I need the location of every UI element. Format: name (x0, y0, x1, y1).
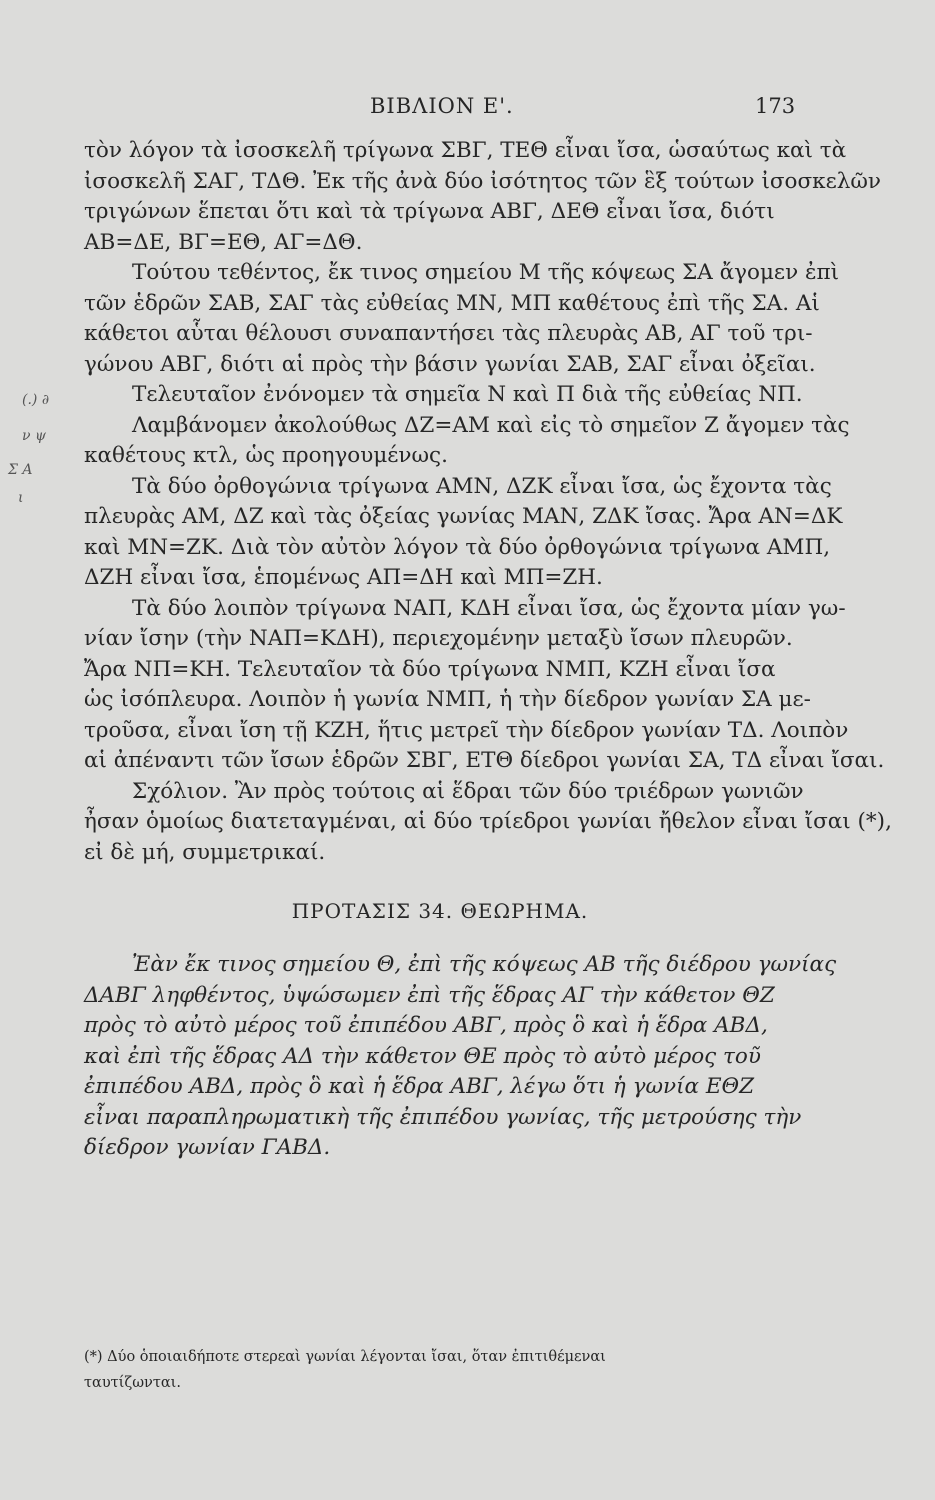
page-number: 173 (755, 94, 796, 118)
page-header (0, 94, 935, 124)
text-line: Τελευταῖον ἐνόνομεν τὰ σημεῖα Ν καὶ Π διὰ τῆς εὐθείας ΝΠ. (132, 382, 803, 407)
text-line: γώνου ΑΒΓ, διότι αἱ πρὸς τὴν βάσιν γωνίαι ΣΑΒ, ΣΑΓ εἶναι ὀξεῖαι. (84, 351, 816, 377)
text-line: τροῦσα, εἶναι ἴση τῇ ΚΖΗ, ἥτις μετρεῖ τὴν δίεδρον γωνίαν ΤΔ. Λοιπὸν (84, 717, 849, 743)
text-line: Λαμβάνομεν ἀκολούθως ΔΖ=ΑΜ καὶ εἰς τὸ σημεῖον Ζ ἄγομεν τὰς (132, 412, 850, 438)
theorem-line: εἶναι παραπληρωματικὴ τῆς ἐπιπέδου γωνίας, τῆς μετρούσης τὴν (84, 1104, 802, 1130)
theorem-line: καὶ ἐπὶ τῆς ἕδρας ΑΔ τὴν κάθετον ΘΕ πρὸς τὸ αὐτὸ μέρος τοῦ (84, 1043, 761, 1069)
text-line: αἱ ἀπέναντι τῶν ἴσων ἑδρῶν ΣΒΓ, ΕΤΘ δίεδροι γωνίαι ΣΑ, ΤΔ εἶναι ἴσαι. (84, 748, 885, 773)
theorem-line: ΔΑΒΓ ληφθέντος, ὑψώσωμεν ἐπὶ τῆς ἕδρας ΑΓ τὴν κάθετον ΘΖ (84, 982, 775, 1008)
text-line: τῶν ἑδρῶν ΣΑΒ, ΣΑΓ τὰς εὐθείας ΜΝ, ΜΠ καθέτους ἐπὶ τῆς ΣΑ. Αἱ (84, 290, 820, 316)
theorem-line: πρὸς τὸ αὐτὸ μέρος τοῦ ἐπιπέδου ΑΒΓ, πρὸς ὃ καὶ ἡ ἕδρα ΑΒΔ, (84, 1013, 768, 1038)
handwritten-margin-mark: (.) ∂ (22, 392, 50, 408)
footnote (84, 1344, 814, 1396)
text-line: Τούτου τεθέντος, ἔκ τινος σημείου Μ τῆς κόψεως ΣΑ ἄγομεν ἐπὶ (132, 260, 840, 285)
handwritten-margin-mark: Σ Α (8, 462, 33, 478)
proposition-title: ΠΡΟΤΑΣΙΣ 34. ΘΕΩΡΗΜΑ. (291, 899, 589, 923)
handwritten-margin-mark: ι (18, 490, 24, 506)
text-line: ΑΒ=ΔΕ, ΒΓ=ΕΘ, ΑΓ=ΔΘ. (84, 229, 363, 255)
text-line: Σχόλιον. Ἂν πρὸς τούτοις αἱ ἕδραι τῶν δύο τριέδρων γωνιῶν (132, 778, 804, 804)
text-line: Τὰ δύο ὀρθογώνια τρίγωνα ΑΜΝ, ΔΖΚ εἶναι ἴσα, ὡς ἔχοντα τὰς (132, 473, 832, 499)
text-line: κάθετοι αὗται θέλουσι συναπαντήσει τὰς πλευρὰς ΑΒ, ΑΓ τοῦ τρι- (84, 321, 813, 346)
text-line: ἦσαν ὁμοίως διατεταγμέναι, αἱ δύο τρίεδροι γωνίαι ἤθελον εἶναι ἴσαι (*), (84, 809, 892, 834)
text-line: εἰ δὲ μή, συμμετρικαί. (84, 839, 326, 865)
handwritten-margin-mark: ν ψ (22, 428, 46, 444)
text-line: τὸν λόγον τὰ ἰσοσκελῆ τρίγωνα ΣΒΓ, ΤΕΘ εἶναι ἴσα, ὡσαύτως καὶ τὰ (84, 138, 847, 163)
text-line: Ἄρα ΝΠ=ΚΗ. Τελευταῖον τὰ δύο τρίγωνα ΝΜΠ, ΚΖΗ εἶναι ἴσα (84, 656, 776, 682)
body-text (84, 136, 892, 1164)
text-line: ΔΖΗ εἶναι ἴσα, ἑπομένως ΑΠ=ΔΗ καὶ ΜΠ=ΖΗ. (84, 565, 603, 590)
theorem-line: Ἐὰν ἔκ τινος σημείου Θ, ἐπὶ τῆς κόψεως ΑΒ τῆς διέδρου γωνίας (132, 952, 837, 977)
running-head: ΒΙΒΛΙΟΝ Ε'. (370, 94, 514, 118)
theorem-line: δίεδρον γωνίαν ΓΑΒΔ. (84, 1135, 331, 1160)
text-line: ἰσοσκελῆ ΣΑΓ, ΤΔΘ. Ἐκ τῆς ἀνὰ δύο ἰσότητος τῶν ἓξ τούτων ἰσοσκελῶν (84, 168, 881, 194)
footnote-line: (*) Δύο ὁποιαιδήποτε στερεαὶ γωνίαι λέγονται ἴσαι, ὅταν ἐπιτιθέμεναι (84, 1349, 606, 1365)
text-line: νίαν ἴσην (τὴν ΝΑΠ=ΚΔΗ), περιεχομένην μεταξὺ ἴσων πλευρῶν. (84, 626, 793, 651)
text-line: καθέτους κτλ, ὡς προηγουμένως. (84, 443, 448, 468)
text-line: καὶ ΜΝ=ΖΚ. Διὰ τὸν αὐτὸν λόγον τὰ δύο ὀρθογώνια τρίγωνα ΑΜΠ, (84, 534, 831, 560)
text-line: πλευρὰς ΑΜ, ΔΖ καὶ τὰς ὀξείας γωνίας ΜΑΝ, ΖΔΚ ἴσας. Ἄρα ΑΝ=ΔΚ (84, 504, 843, 529)
text-line: τριγώνων ἕπεται ὅτι καὶ τὰ τρίγωνα ΑΒΓ, ΔΕΘ εἶναι ἴσα, διότι (84, 199, 775, 224)
text-line: ὡς ἰσόπλευρα. Λοιπὸν ἡ γωνία ΝΜΠ, ἡ τὴν δίεδρον γωνίαν ΣΑ με- (84, 687, 811, 712)
text-line: Τὰ δύο λοιπὸν τρίγωνα ΝΑΠ, ΚΔΗ εἶναι ἴσα, ὡς ἔχοντα μίαν γω- (132, 595, 846, 621)
theorem-line: ἐπιπέδου ΑΒΔ, πρὸς ὃ καὶ ἡ ἕδρα ΑΒΓ, λέγω ὅτι ἡ γωνία ΕΘΖ (84, 1074, 755, 1099)
footnote-line: ταυτίζωνται. (84, 1375, 181, 1391)
